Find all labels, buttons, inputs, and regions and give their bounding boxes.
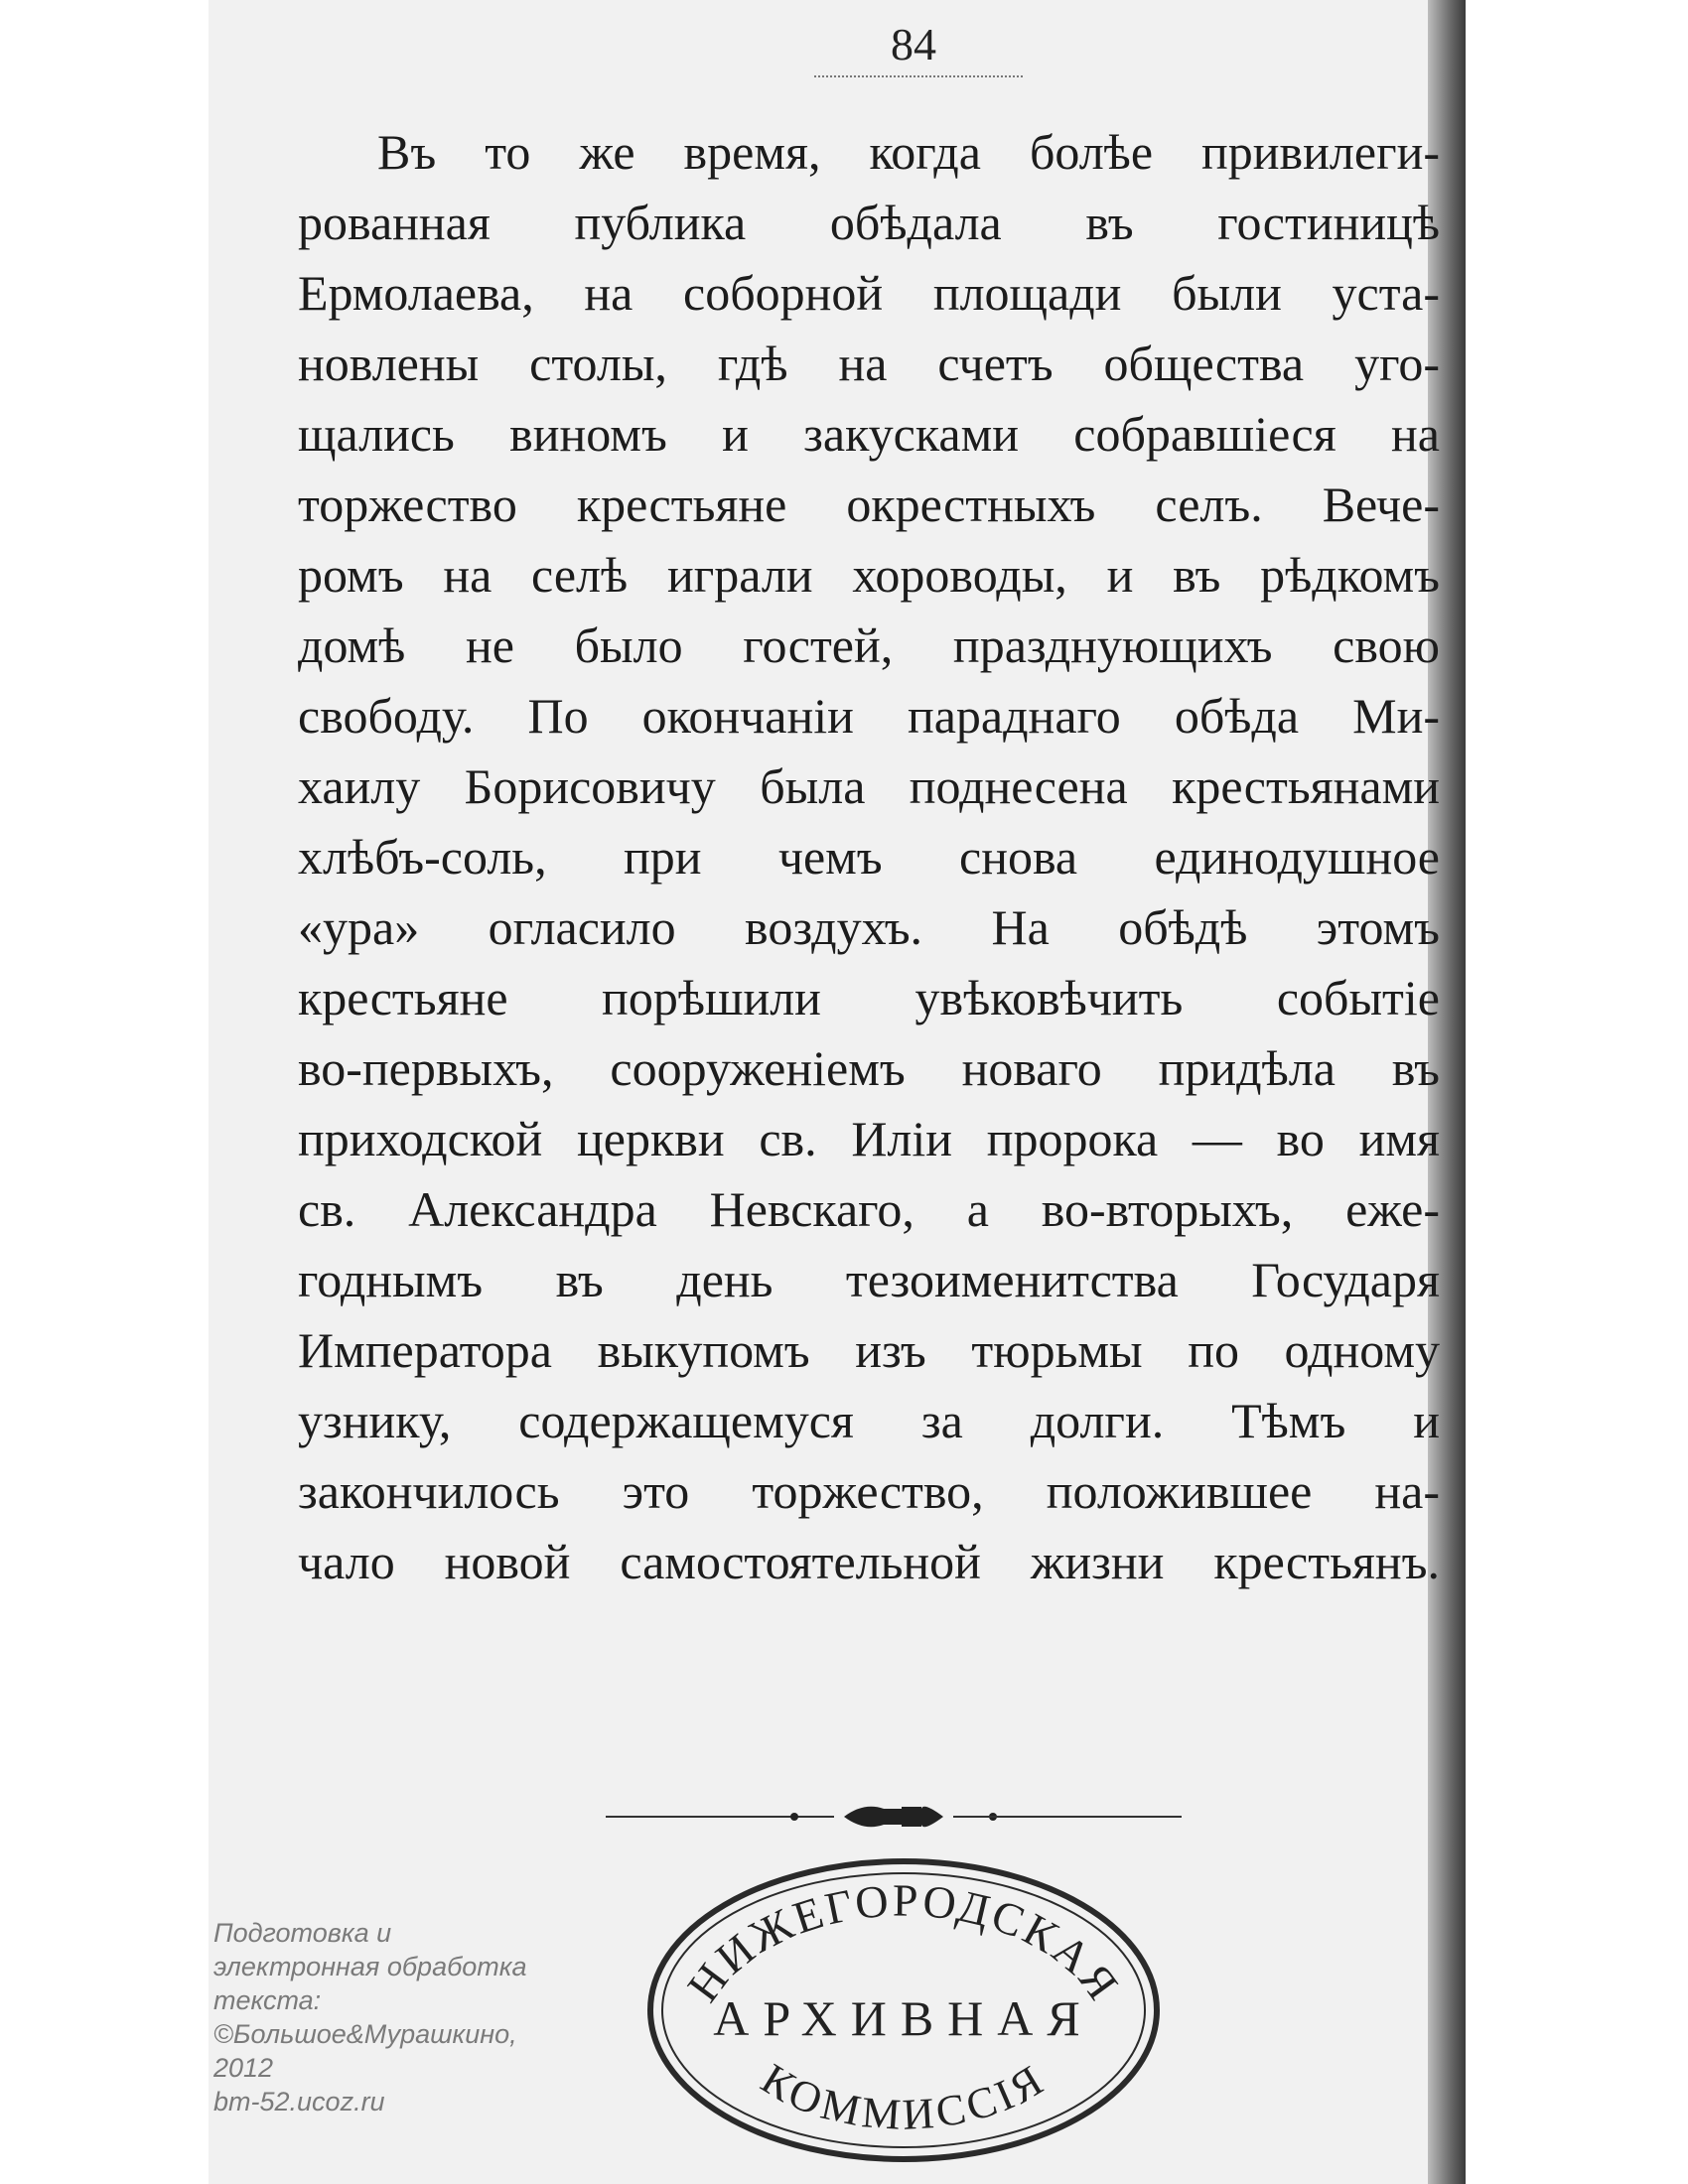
credit-line: ©Большое&Мурашкино,: [213, 2019, 517, 2049]
stamp-middle-text: АРХИВНАЯ: [713, 1990, 1094, 2046]
text-line: крестьяне порѣшили увѣковѣчить событіе: [298, 970, 1440, 1025]
stamp-top-text: НИЖЕГОРОДСКАЯ: [677, 1874, 1130, 2011]
page-number-rule: [814, 75, 1023, 77]
stamp-bottom-text: КОММИССІЯ: [753, 2054, 1055, 2140]
text-line: торжество крестьяне окрестныхъ селъ. Вече-: [298, 477, 1440, 532]
text-line: св. Александра Невскаго, а во-вторыхъ, еже-: [298, 1181, 1440, 1237]
ornament-divider: [606, 1797, 1182, 1837]
archive-stamp: [635, 1846, 1172, 2164]
credit-line: Подготовка и: [213, 1918, 392, 1948]
credit-link[interactable]: bm-52.ucoz.ru: [213, 2087, 385, 2116]
page-number: 84: [891, 19, 936, 69]
text-line: свободу. По окончаніи параднаго обѣда Ми-: [298, 688, 1440, 744]
svg-text:КОММИССІЯ: [753, 2054, 1054, 2139]
text-line: чало новой самостоятельной жизни крестьянъ.: [298, 1534, 1440, 1589]
text-line: Ермолаева, на соборной площади были уста-: [298, 265, 1440, 321]
text-line: хлѣбъ-соль, при чемъ снова единодушное: [298, 829, 1440, 885]
text-line: Въ то же время, когда болѣе привилеги-: [377, 124, 1440, 180]
text-line: домѣ не было гостей, празднующихъ свою: [298, 617, 1440, 673]
credit-line: текста:: [213, 1985, 322, 2015]
text-line: новлены столы, гдѣ на счетъ общества уго-: [298, 336, 1440, 391]
body-paragraph: [298, 117, 1440, 1597]
text-line: узнику, содержащемуся за долги. Тѣмъ и: [298, 1393, 1440, 1448]
credit-line: 2012: [213, 2053, 274, 2083]
text-line: закончилось это торжество, положившее на-: [298, 1463, 1440, 1519]
text-line: Императора выкупомъ изъ тюрьмы по одному: [298, 1322, 1440, 1378]
text-line: рованная публика обѣдала въ гостиницѣ: [298, 195, 1440, 250]
text-line: щались виномъ и закусками собравшіеся на: [298, 406, 1440, 462]
text-line: годнымъ въ день тезоименитства Государя: [298, 1252, 1440, 1307]
text-line: приходской церкви св. Иліи пророка — во имя: [298, 1111, 1440, 1166]
text-line: «ура» огласило воздухъ. На обѣдѣ этомъ: [298, 899, 1440, 955]
credit-line: электронная обработка: [213, 1952, 527, 1981]
text-line: ромъ на селѣ играли хороводы, и въ рѣдкомъ: [298, 547, 1440, 603]
digitization-credit: [213, 1916, 631, 2118]
text-line: хаилу Борисовичу была поднесена крестьянами: [298, 758, 1440, 814]
text-line: во-первыхъ, сооруженіемъ новаго придѣла въ: [298, 1040, 1440, 1096]
